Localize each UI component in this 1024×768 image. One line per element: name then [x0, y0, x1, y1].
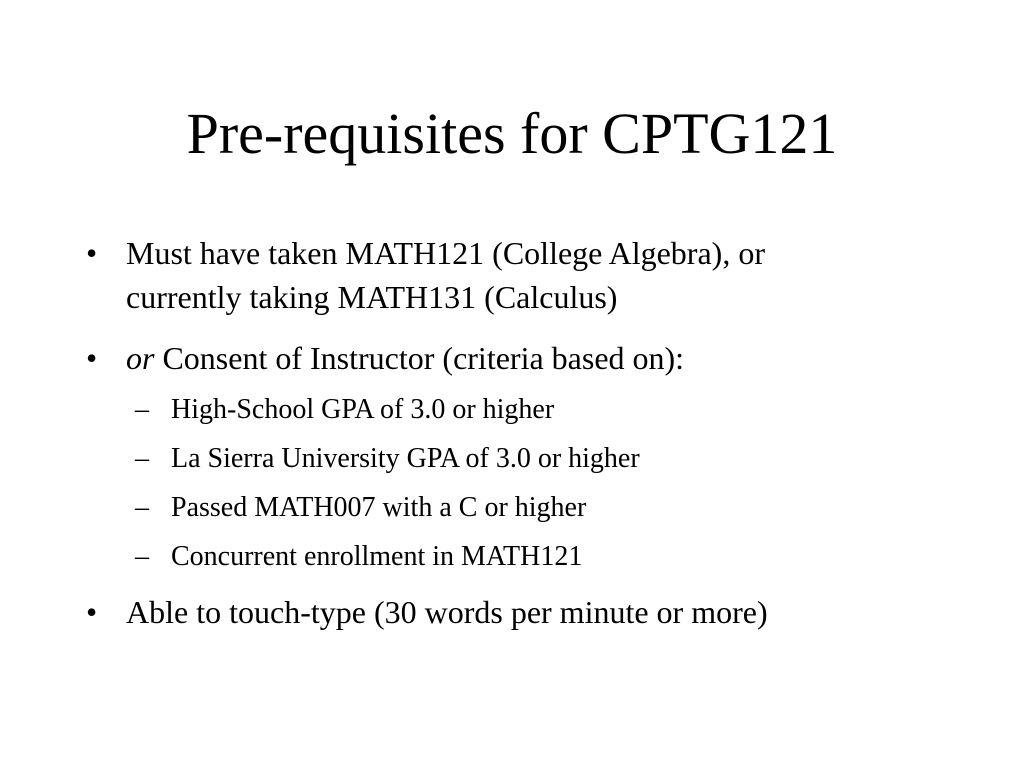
- slide-title: Pre-requisites for CPTG121: [186, 101, 838, 166]
- sub-bullet-marker: –: [135, 443, 149, 474]
- bullet-marker: •: [86, 340, 98, 376]
- sub-bullet-marker: –: [135, 394, 149, 425]
- sub-item-text: Passed MATH007 with a C or higher: [171, 492, 587, 523]
- bullet-marker: •: [86, 235, 98, 271]
- bullet-text: Able to touch-type (30 words per minute or more): [126, 594, 768, 630]
- sub-item-text: Concurrent enrollment in MATH121: [171, 541, 583, 572]
- bullet-text: [126, 231, 956, 319]
- sub-bullet-marker: –: [135, 492, 149, 523]
- bullet-text-rest: Consent of Instructor (criteria based on):: [154, 340, 685, 376]
- bullet-marker: •: [86, 594, 98, 630]
- sub-item-text: High-School GPA of 3.0 or higher: [171, 394, 555, 425]
- sub-item-text: La Sierra University GPA of 3.0 or higher: [171, 443, 640, 474]
- bullet-line: Must have taken MATH121 (College Algebra), or: [126, 235, 765, 271]
- bullet-text: [126, 336, 956, 380]
- bullet-emphasis: or: [126, 340, 155, 376]
- sub-bullet-marker: –: [135, 541, 149, 572]
- bullet-line: currently taking MATH131 (Calculus): [126, 279, 618, 315]
